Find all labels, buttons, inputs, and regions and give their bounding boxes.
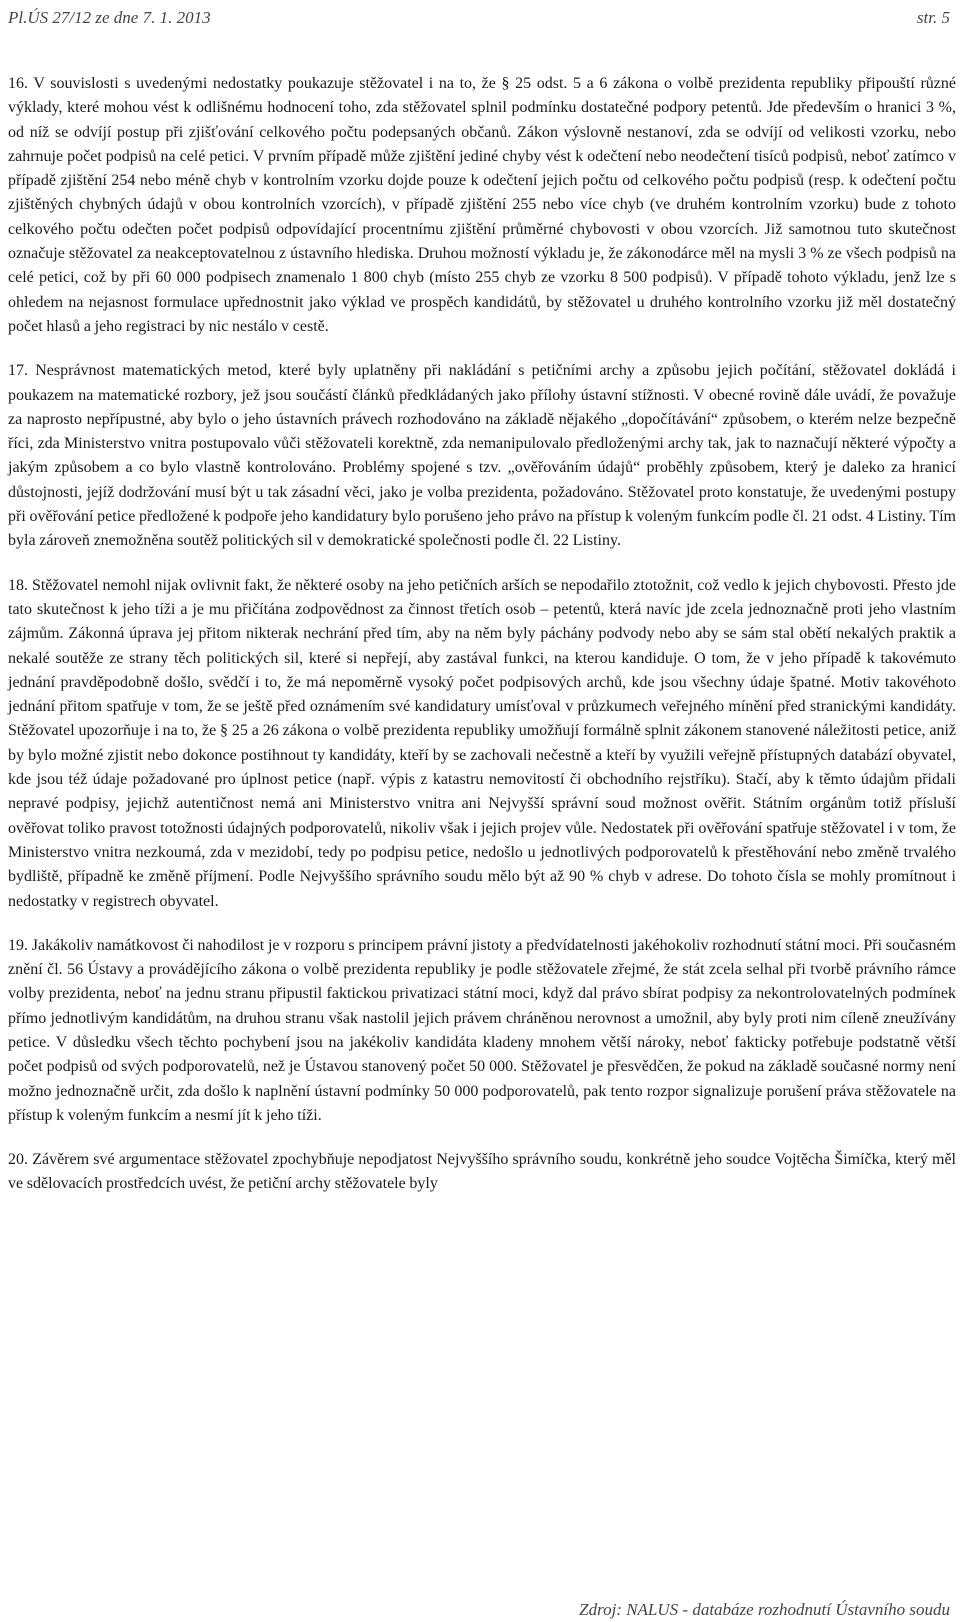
paragraph-text: V souvislosti s uvedenými nedostatky poukazuje stěžovatel i na to, že § 25 odst. 5 a 6 zákona o volbě prezidenta republiky připouští různé výklady, které mohou vést k odlišnému hodnocení toho, zda stěžovatel splnil podmínku dostatečné podpory petentů. Jde především o hranici 3 %, od níž se odvíjí postup při zjišťování celkového počtu podepsaných občanů. Zákon výslovně nestanoví, zda se odvíjí od velikosti vzorku, nebo zahrnuje počet podpisů na celé petici. V prvním případě může zjištění jediné chyby vést k odečtení nebo neodečtení tisíců podpisů, neboť zatímco v případě zjištění 254 nebo méně chyb v kontrolním vzorku dojde pouze k odečtení jejich počtu od celkového počtu podpisů (resp. k odečtení počtu zjištěných chybných údajů v obou kontrolních vzorcích), v případě zjištění 255 nebo více chyb (ve druhém kontrolním vzorku) bude z tohoto celkového počtu odečten počet podpisů odpovídající procentnímu zjištění průměrné chybovosti v obou vzorcích. Již samotnou tuto skutečnost označuje stěžovatel za neakceptovatelnou z ústavního hlediska. Druhou možností výkladu je, že zákonodárce měl na mysli 3 % ze všech podpisů na celé petici, což by při 60 000 podpisech znamenalo 1 800 chyb (místo 255 chyb ze vzorku 8 500 podpisů). V případě tohoto výkladu, jenž lze s ohledem na nejasnost formulace upřednostnit jako výklad ve prospěch kandidátů, by stěžovatel u druhého kontrolního vzorku již měl dostatečný počet hlasů a jeho registraci by nic nestálo v cestě.: [8, 75, 956, 335]
paragraph-text: Nesprávnost matematických metod, které byly uplatněny při nakládání s petičními archy a způsobu jejich počítání, stěžovatel dokládá i poukazem na matematické rozbory, jež jsou součástí článků předkládaných jako přílohy ústavní stížnosti. V obecné rovině dále uvádí, že považuje za naprosto nepřípustné, aby bylo o jeho ústavních právech rozhodováno na základě nějakého „dopočítávání“ způsobem, o kterém nelze bezpečně říci, zda Ministerstvo vnitra postupovalo vůči stěžovateli korektně, zda nemanipulovalo předloženými archy tak, jak to naznačují některé výpočty a jakým způsobem a co bylo vlastně kontrolováno. Problémy spojené s tzv. „ověřováním údajů“ proběhly způsobem, který je daleko za hranicí důstojnosti, jejíž dodržování musí být u tak zásadní věci, jako je volba prezidenta, požadováno. Stěžovatel proto konstatuje, že uvedenými postupy při ověřování petice předložené k podpoře jeho kandidatury bylo porušeno jeho právo na přístup k voleným funkcím podle čl. 21 odst. 4 Listiny. Tím byla zároveň znemožněna soutěž politických sil v demokratické společnosti podle čl. 22 Listiny.: [8, 362, 957, 550]
header-page-number: str. 5: [916, 8, 950, 27]
page-header: [8, 8, 950, 32]
paragraph-16: [8, 72, 956, 339]
paragraph-17: [8, 359, 956, 553]
paragraph-number: 18.: [8, 576, 28, 594]
paragraph-text: Závěrem své argumentace stěžovatel zpochybňuje nepodjatost Nejvyššího správního soudu, konkrétně jeho soudce Vojtěcha Šimíčka, který měl ve sdělovacích prostředcích uvést, že petiční archy stěžovatele byly: [8, 1151, 956, 1193]
paragraph-number: 16.: [8, 75, 28, 92]
paragraph-18: [8, 574, 956, 914]
paragraph-text: Stěžovatel nemohl nijak ovlivnit fakt, že některé osoby na jeho petičních arších se nepodařilo ztotožnit, což vedlo k jejich chybovosti. Přesto jde tato skutečnost k jeho tíži a je mu přičítána zodpovědnost za činnost třetích osob – petentů, která navíc jde zcela jednoznačně proti jeho vlastním zájmům. Zákonná úprava jej přitom nikterak nechrání před tím, aby na něm byly páchány podvody nebo aby se sám stal obětí nekalých praktik a nekalé soutěže ze strany těch politických sil, které si nepřejí, aby zastával funkci, na kterou kandiduje. O tom, že v jeho případě k takovémuto jednání pravděpodobně došlo, svědčí i to, že má nepoměrně vysoký počet podpisových archů, kde jsou všechny údaje špatné. Motiv takovéhoto jednání přitom spatřuje v tom, že se ještě před oznámením své kandidatury umísťoval v průzkumech veřejného mínění před stranickými kandidáty. Stěžovatel upozorňuje i na to, že § 25 a 26 zákona o volbě prezidenta republiky umožňují formálně splnit zákonem stanovené náležitosti petice, aniž by bylo možné zjistit nebo dokonce postihnout ty kandidáty, kteří by se zachovali nečestně a kteří by využili veřejně přístupných databází obyvatel, kde jsou též údaje požadované pro úplnost petice (např. výpis z katastru nemovitostí či obchodního rejstříku). Stačí, aby k těmto údajům přidali nepravé podpisy, jejichž autentičnost nemá ani Ministerstvo vnitra ani Nejvyšší správní soud možnost ověřit. Státním orgánům totiž přísluší ověřovat toliko pravost totožnosti údajných podporovatelů, nikoliv však i jejich projev vůle. Nedostatek při ověřování spatřuje stěžovatel i v tom, že Ministerstvo vnitra nezkoumá, zda v mezidobí, tedy po podpisu petice, nedošlo u jednotlivých podporovatelů k přestěhování nebo změně trvalého bydliště, případně ke změně příjmení. Podle Nejvyššího správního soudu mělo být až 90 % chyb v adrese. Do tohoto čísla se mohly promítnout i nedostatky v registrech obyvatel.: [8, 576, 956, 910]
document-body: [8, 72, 956, 1217]
header-case-reference: Pl.ÚS 27/12 ze dne 7. 1. 2013: [8, 8, 211, 27]
paragraph-number: 20.: [8, 1151, 28, 1169]
paragraph-20: [8, 1148, 956, 1197]
paragraph-text: Jakákoliv namátkovost či nahodilost je v rozporu s principem právní jistoty a předvídatelnosti jakéhokoliv rozhodnutí státní moci. Při současném znění čl. 56 Ústavy a provádějícího zákona o volbě prezidenta republiky je podle stěžovatele zřejmé, že stát zcela selhal při tvorbě právního rámce volby prezidenta, neboť na jednu stranu připustil faktickou privatizaci státní moci, když dal právo sbírat podpisy za nekontrolovatelných podmínek přímo jednotlivým kandidátům, na druhou stranu však nastolil jejich právem chráněnou nerovnost a umožnil, aby byly proti nim cíleně zneužívány petice. V důsledku všech těchto pochybení jsou na jakékoliv kandidáta kladeny mnohem větší nároky, neboť fakticky potřebuje podstatně větší počet podpisů od svých podporovatelů, než je Ústavou stanovený počet 50 000. Stěžovatel je přesvědčen, že pokud na základě současné normy není možno jednoznačně určit, zda došlo k naplnění ústavní podmínky 50 000 podporovatelů, pak tento rozpor signalizuje porušení práva stěžovatele na přístup k voleným funkcím a nesmí jít k jeho tíži.: [8, 936, 956, 1124]
paragraph-number: 19.: [8, 936, 28, 954]
page-footer-source: Zdroj: NALUS - databáze rozhodnutí Ústavního soudu: [579, 1600, 950, 1619]
paragraph-number: 17.: [8, 362, 28, 380]
paragraph-19: [8, 934, 956, 1128]
